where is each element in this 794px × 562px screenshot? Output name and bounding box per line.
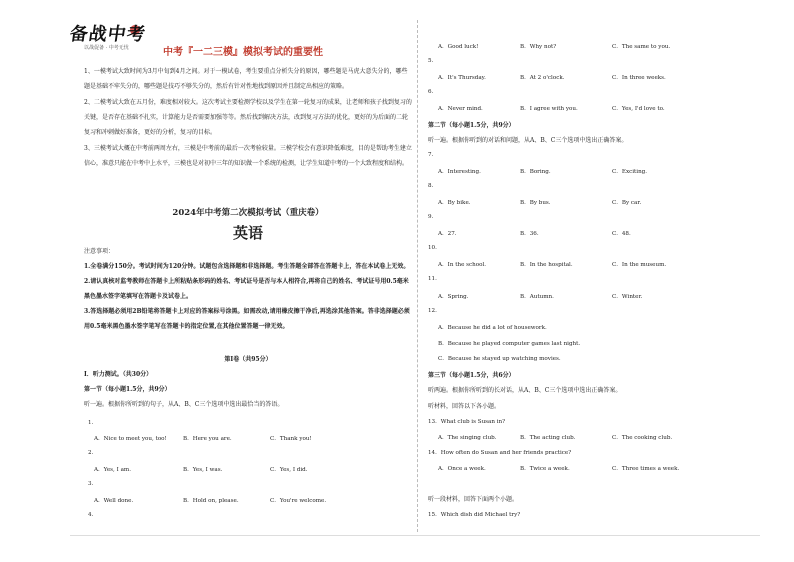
- note-item-1: 1.全卷满分150分。考试时间为120分钟。试题包含选择题和非选择题。考生答题全部答在答题卡上，答在本试卷上无效。: [84, 263, 410, 270]
- exam-title: 2024年中考第二次模拟考试（重庆卷）: [172, 208, 324, 218]
- question-number: 4.: [88, 512, 94, 518]
- question-text: 13．What club is Susan in?: [428, 419, 506, 425]
- option-b: B．The acting club.: [520, 435, 576, 441]
- option-b: B．Why not?: [520, 44, 557, 50]
- option-b: B．Here you are.: [183, 436, 232, 442]
- option-a: A．Spring.: [438, 294, 469, 300]
- question-text: 15．Which dish did Michael try?: [428, 512, 521, 518]
- intro-paragraph-3: 3、三模考试大概在中考前两周左右，三模是中考前的最后一次考验较量。三模学校会有意识降低难度，目的是帮助考生建立信心，准意只能在中考中上水平，三模也是对初中三年的知识做一个系统的检测，让学生知道中考的一个大致程度和结构。: [84, 145, 412, 167]
- option-c: C．Three times a week.: [612, 466, 680, 472]
- option-c: C．Exciting.: [612, 169, 648, 175]
- question-number: 1.: [88, 420, 94, 426]
- option-c: C．The cooking club.: [612, 435, 673, 441]
- notes-heading: 注意事项：: [84, 248, 115, 255]
- banner-title: 中考『一二三模』模拟考试的重要性: [163, 47, 323, 58]
- note-item-2: 2.请认真核对监考教师在答题卡上所粘贴条形码的姓名、考试证号是否与本人相符合,再将自己的姓名、考试证号用0.5毫米黑色墨水签字笔填写在答题卡及试卷上。: [84, 278, 409, 300]
- part1-heading: 第Ⅰ卷（共95分）: [224, 356, 272, 363]
- question-number: 3.: [88, 481, 94, 487]
- option-a: A．Well done.: [94, 498, 134, 504]
- option-c: C．48.: [612, 231, 631, 237]
- intro-paragraph-2: 2、二模考试大致在五月份，难度相对较大。这次考试主要检测学校以及学生在第一轮复习的成果，让老师和孩子找到复习的关键，是否存在基础不扎实，计算能力是否需要加强等等。然后找到解决方法，改到复习方法的优化，更好的为后面的二轮复习和冲刺做好准备，更好的分析，复习的目标。: [84, 99, 412, 136]
- listening-section-title: Ⅰ．听力测试。（共30分）: [84, 371, 153, 378]
- option-c: C．In the museum.: [612, 262, 667, 268]
- option-a: A．Once a week.: [438, 466, 486, 472]
- option-c: C．You're welcome.: [270, 498, 327, 504]
- question-number: 5.: [428, 58, 434, 64]
- option-b: B．In the hospital.: [520, 262, 573, 268]
- option-c: C．Winter.: [612, 294, 643, 300]
- option-a: A．In the school.: [438, 262, 487, 268]
- brand-logo: [70, 20, 166, 50]
- listening-material-note: 听一段材料，回答下面两个小题。: [428, 496, 519, 503]
- question-number: 8.: [428, 183, 434, 189]
- part1-section: [84, 352, 412, 412]
- question-text: 14．How often do Susan and her friends practice?: [428, 450, 572, 456]
- option-b: B．At 2 o'clock.: [520, 75, 565, 81]
- logo-text: 备战中考: [68, 24, 148, 45]
- option-c: C．The same to you.: [612, 44, 671, 50]
- option-a: A．27.: [438, 231, 457, 237]
- question-number: 10.: [428, 245, 437, 251]
- sub-section-3-instruction: 听两遍。根据你所听到的长对话，从A、B、C三个选项中选出正确答案。: [428, 387, 622, 394]
- option-b: B．By bus.: [520, 200, 551, 206]
- option-b: B．Boring.: [520, 169, 551, 175]
- option-c: C．By car.: [612, 200, 642, 206]
- question-number: 9.: [428, 214, 434, 220]
- option-b: B．Twice a week.: [520, 466, 570, 472]
- option-c: C．Yes, I'd love to.: [612, 106, 665, 112]
- option-a: A．Never mind.: [438, 106, 483, 112]
- note-item-3: 3.答选择题必须用2B铅笔将答题卡上对应的答案标号涂黑。如需改动,请用橡皮擦干净后,再选涂其他答案。答非选择题必须用0.5毫米黑色墨水签字笔写在答题卡的指定位置,在其他位置答题一律无效。: [84, 308, 410, 330]
- question-number: 7.: [428, 152, 434, 158]
- listening-material-note: 听材料，回答以下各小题。: [428, 403, 501, 410]
- option-c: C．Because he stayed up watching movies.: [438, 356, 561, 362]
- option-b: B．Hold on, please.: [183, 498, 239, 504]
- option-a: A．Good luck!: [438, 44, 479, 50]
- sub-section-3-title: 第三节（每小题1.5分，共6分）: [428, 372, 515, 379]
- question-number: 6.: [428, 89, 434, 95]
- option-b: B．I agree with you.: [520, 106, 578, 112]
- question-number: 2.: [88, 450, 94, 456]
- option-c: C．Thank you!: [270, 436, 312, 442]
- sub-section-1-instruction: 听一遍。根据你所听到的句子，从A、B、C三个选项中选出最恰当的答语。: [84, 401, 284, 408]
- option-a: A．By bike.: [438, 200, 471, 206]
- option-a: A．The singing club.: [438, 435, 497, 441]
- option-a: A．Interesting.: [438, 169, 481, 175]
- page-bottom-rule: [70, 535, 760, 536]
- logo-subtitle: 以战促备 · 中考无忧: [84, 45, 129, 51]
- intro-paragraph-1: 1、一模考试大致时间为3月中旬到4月之间。对于一模试卷，考生要重点分析失分的原因，哪些题是马虎大意失分的，哪些题是基础不牢失分的，哪些题是技巧不够失分的，然后有针对性地找到原因并且制定出相应的策略。: [84, 68, 408, 90]
- option-a: A．Yes, I am.: [94, 467, 131, 473]
- question-number: 12.: [428, 308, 437, 314]
- option-a: A．It's Thursday.: [438, 75, 486, 81]
- sub-section-2-title: 第二节（每小题1.5分，共9分）: [428, 122, 515, 129]
- option-c: C．Yes, I did.: [270, 467, 308, 473]
- column-divider: [417, 20, 418, 532]
- option-b: B．36.: [520, 231, 539, 237]
- sub-section-2-instruction: 听一遍。根据你听到的对话和问题，从A、B、C三个选项中选出正确答案。: [428, 137, 628, 144]
- intro-section: [84, 64, 412, 172]
- question-number: 11.: [428, 276, 437, 282]
- subject-title: 英语: [232, 224, 263, 242]
- notes-section: [84, 244, 412, 334]
- option-b: B．Autumn.: [520, 294, 554, 300]
- option-b: B．Because he played computer games last night.: [438, 341, 581, 347]
- option-b: B．Yes, I was.: [183, 467, 223, 473]
- option-a: A．Because he did a lot of housework.: [438, 325, 547, 331]
- option-c: C．In three weeks.: [612, 75, 666, 81]
- option-a: A．Nice to meet you, too!: [94, 436, 167, 442]
- sub-section-1-title: 第一节（每小题1.5分，共9分）: [84, 386, 171, 393]
